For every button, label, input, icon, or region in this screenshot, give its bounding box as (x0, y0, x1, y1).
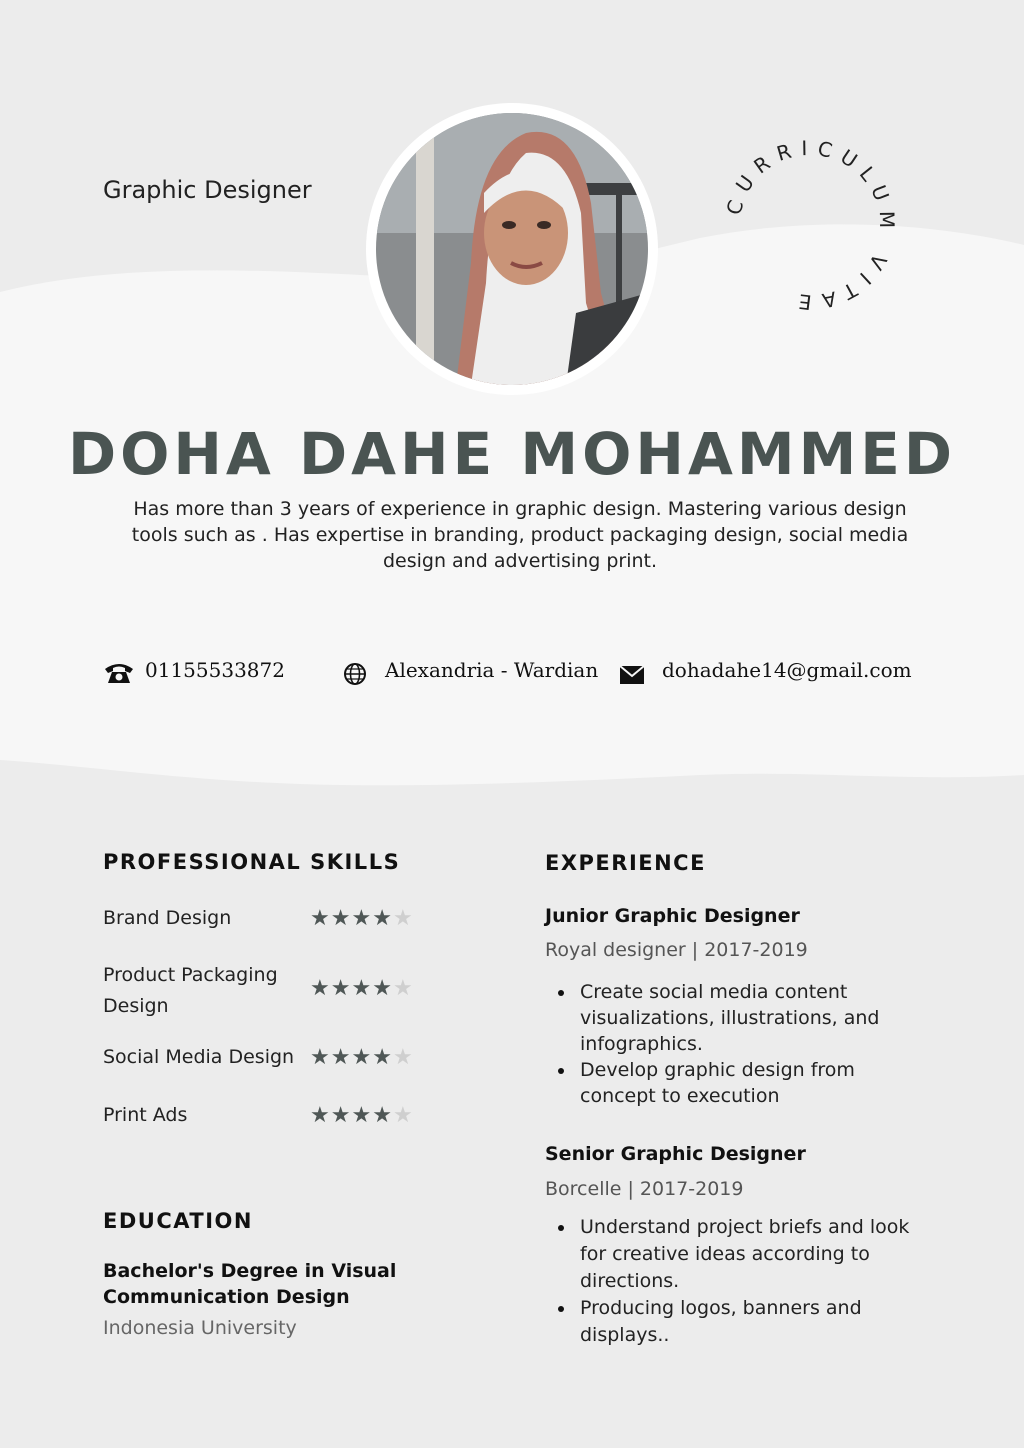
svg-text:CURRICULUM VITAE: CURRICULUM VITAE (721, 135, 900, 315)
job-title: Senior Graphic Designer (545, 1143, 806, 1165)
star-filled-icon: ★ (351, 1045, 373, 1070)
job-meta: Borcelle | 2017-2019 (545, 1178, 744, 1200)
job-title: Junior Graphic Designer (545, 905, 800, 927)
skill-rating (310, 906, 414, 931)
profile-summary: Has more than 3 years of experience in graphic design. Mastering various design tools such as . Has expertise in branding, product packaging design, social media design and advertising print. (131, 498, 909, 572)
job-meta: Royal designer | 2017-2019 (545, 939, 808, 961)
star-filled-icon: ★ (310, 976, 331, 1001)
job-responsibilities (545, 979, 920, 1109)
skill-rating (310, 976, 414, 1001)
full-name: DOHA DAHE MOHAMMED (67, 420, 957, 488)
job-responsibilities (545, 1214, 920, 1349)
star-filled-icon: ★ (351, 976, 373, 1001)
phone-number: 01155533872 (145, 658, 285, 682)
education-heading: EDUCATION (103, 1209, 253, 1233)
skill-label: Brand Design (103, 907, 232, 929)
globe-icon (343, 662, 367, 686)
star-empty-icon: ★ (392, 1103, 414, 1128)
star-filled-icon: ★ (310, 1103, 331, 1128)
star-filled-icon: ★ (372, 976, 393, 1001)
list-item: Create social media content visualizations, illustrations, and infographics. (580, 979, 920, 1057)
experience-heading: EXPERIENCE (545, 851, 706, 875)
location-text: Alexandria - Wardian (385, 658, 599, 682)
skill-rating (310, 1045, 414, 1070)
list-item: Understand project briefs and look for creative ideas according to directions. (580, 1214, 920, 1295)
skill-rating (310, 1103, 414, 1128)
email-text[interactable]: dohadahe14@gmail.com (662, 658, 912, 682)
job-role: Graphic Designer (103, 176, 312, 204)
star-filled-icon: ★ (372, 906, 393, 931)
star-filled-icon: ★ (351, 906, 373, 931)
star-filled-icon: ★ (351, 1103, 373, 1128)
star-filled-icon: ★ (310, 906, 331, 931)
list-item: Producing logos, banners and displays.. (580, 1295, 920, 1349)
list-item: Develop graphic design from concept to execution (580, 1057, 920, 1109)
star-filled-icon: ★ (372, 1045, 393, 1070)
star-empty-icon: ★ (392, 1045, 414, 1070)
school-name: Indonesia University (103, 1317, 297, 1339)
skill-label: Print Ads (103, 1104, 188, 1126)
star-filled-icon: ★ (330, 1103, 352, 1128)
star-filled-icon: ★ (330, 1045, 352, 1070)
star-empty-icon: ★ (392, 976, 414, 1001)
envelope-icon (620, 666, 644, 684)
star-filled-icon: ★ (310, 1045, 331, 1070)
skill-label: Social Media Design (103, 1046, 295, 1068)
skills-heading: PROFESSIONAL SKILLS (103, 850, 401, 874)
profile-photo (376, 113, 648, 385)
degree-title: Bachelor's Degree in Visual Communication Design (103, 1260, 397, 1308)
star-filled-icon: ★ (330, 976, 352, 1001)
skill-label: Product Packaging Design (103, 964, 278, 1017)
star-empty-icon: ★ (392, 906, 414, 931)
star-filled-icon: ★ (330, 906, 352, 931)
phone-icon (103, 661, 135, 685)
star-filled-icon: ★ (372, 1103, 393, 1128)
curriculum-vitae-stamp (720, 135, 900, 315)
